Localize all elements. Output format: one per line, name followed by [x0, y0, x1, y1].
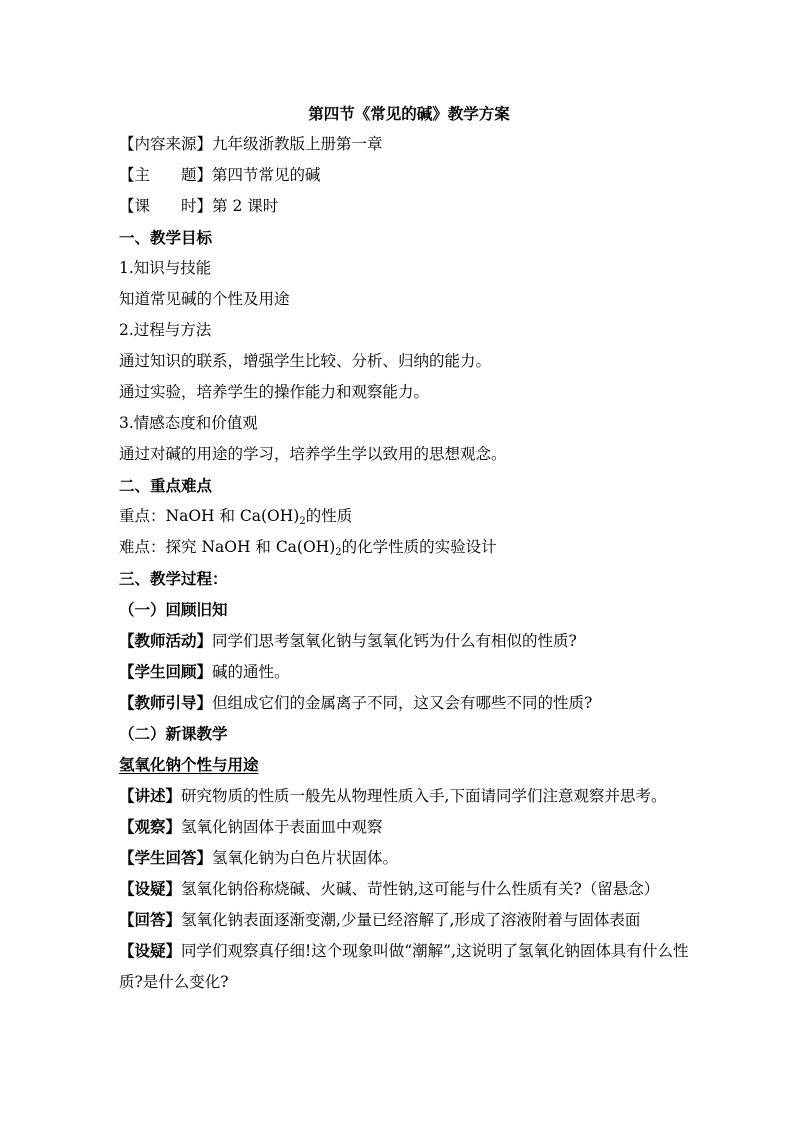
key-point [119, 501, 689, 532]
dialogue-item [119, 904, 689, 935]
dialogue-label: 【讲述】 [119, 786, 182, 805]
meta-label: 【课 时】 [119, 197, 213, 215]
meta-value: 第四节常见的碱 [212, 166, 321, 184]
part-heading: （一）回顾旧知 [119, 600, 228, 619]
dialogue-text: 研究物质的性质一般先从物理性质入手,下面请同学们注意观察并思考。 [181, 787, 667, 805]
dialogue-text: 氢氧化钠为白色片状固体。 [212, 849, 399, 867]
subscript: 2 [299, 516, 306, 527]
subscript: 2 [335, 547, 342, 558]
section-heading: 二、重点难点 [119, 476, 213, 495]
dialogue-text: 但组成它们的金属离子不同，这又会有哪些不同的性质? [212, 694, 593, 712]
dialogue-label: 【学生回顾】 [119, 662, 213, 681]
dialogue-text: 同学们观察真仔细!这个现象叫做“潮解”,这说明了氢氧化钠固体具有什么性质?是什么变化? [119, 942, 689, 991]
dialogue-text: 碱的通性。 [212, 663, 290, 681]
dialogue-item [119, 780, 689, 811]
dialogue-text: 氢氧化钠表面逐渐变潮,少量已经溶解了,形成了溶液附着与固体表面 [181, 911, 641, 929]
dialogue-item [119, 935, 689, 998]
paragraph: 通过对碱的用途的学习，培养学生学以致用的思想观念。 [119, 445, 507, 463]
meta-value: 第 2 课时 [212, 197, 279, 215]
part-heading: （二）新课教学 [119, 724, 228, 743]
meta-topic [119, 160, 689, 191]
dialogue-label: 【设疑】 [119, 879, 182, 898]
dialogue-item [119, 625, 689, 656]
document-title: 第四节《常见的碱》教学方案 [308, 104, 510, 123]
dialogue-item [119, 811, 689, 842]
dialogue-label: 【回答】 [119, 910, 182, 929]
dialogue-text: 氢氧化钠固体于表面皿中观察 [181, 818, 383, 836]
dialogue-item [119, 842, 689, 873]
meta-period [119, 191, 689, 222]
dialogue-label: 【观察】 [119, 817, 182, 836]
dialogue-label: 【教师活动】 [119, 631, 213, 650]
section-heading: 三、教学过程： [119, 569, 228, 588]
document-page [119, 98, 689, 998]
subsection-heading: 3.情感态度和价值观 [119, 414, 258, 432]
subsection-heading: 2.过程与方法 [119, 321, 212, 339]
dialogue-item [119, 656, 689, 687]
difficult-text: 探究 NaOH 和 Ca(OH) [165, 538, 336, 556]
meta-label: 【主 题】 [119, 166, 213, 184]
paragraph: 知道常见碱的个性及用途 [119, 290, 290, 308]
dialogue-item [119, 873, 689, 904]
meta-label: 【内容来源】 [119, 135, 213, 153]
section-heading: 一、教学目标 [119, 228, 213, 247]
dialogue-label: 【设疑】 [119, 941, 182, 960]
dialogue-text: 同学们思考氢氧化钠与氢氧化钙为什么有相似的性质? [212, 632, 577, 650]
dialogue-item [119, 687, 689, 718]
paragraph: 通过实验，培养学生的操作能力和观察能力。 [119, 383, 430, 401]
difficult-point [119, 532, 689, 563]
key-text: NaOH 和 Ca(OH) [165, 507, 300, 525]
key-label: 重点： [119, 507, 166, 525]
paragraph: 通过知识的联系，增强学生比较、分析、归纳的能力。 [119, 352, 492, 370]
dialogue-text: 氢氧化钠俗称烧碱、火碱、苛性钠,这可能与什么性质有关?（留悬念） [181, 880, 660, 898]
difficult-label: 难点： [119, 538, 166, 556]
key-text: 的性质 [305, 507, 353, 525]
meta-source [119, 129, 689, 160]
topic-heading: 氢氧化钠个性与用途 [119, 755, 259, 774]
subsection-heading: 1.知识与技能 [119, 259, 212, 277]
meta-value: 九年级浙教版上册第一章 [212, 135, 383, 153]
difficult-text: 的化学性质的实验设计 [341, 538, 497, 556]
dialogue-label: 【教师引导】 [119, 693, 213, 712]
dialogue-label: 【学生回答】 [119, 848, 213, 867]
